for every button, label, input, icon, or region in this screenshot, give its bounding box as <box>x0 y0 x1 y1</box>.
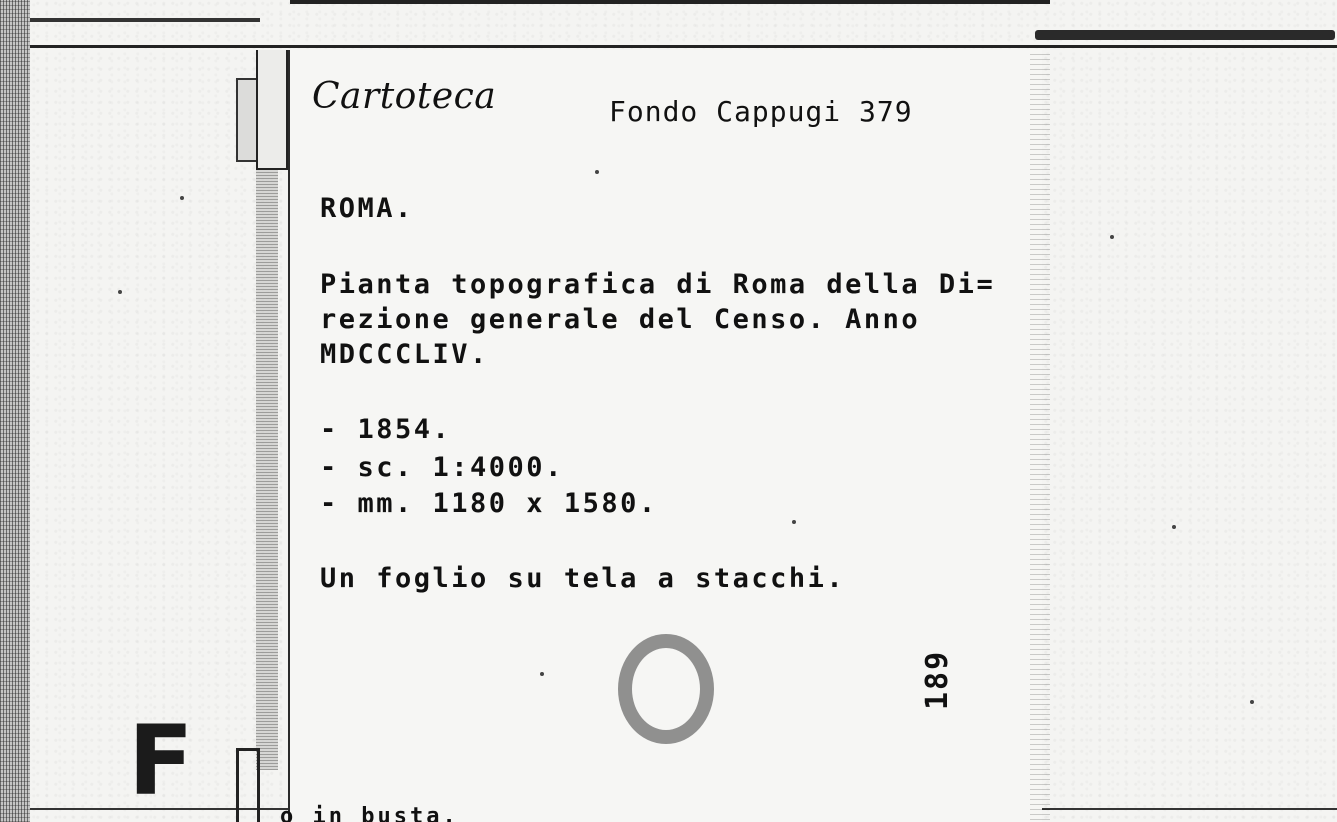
top-rule <box>30 45 1337 48</box>
title-line-2: rezione generale del Censo. Anno <box>320 304 921 335</box>
card-right-edge <box>1030 50 1050 820</box>
place-name: ROMA. <box>320 193 414 224</box>
speck <box>1110 235 1114 239</box>
detail-scale: - sc. 1:4000. <box>320 452 564 483</box>
fondo-reference: Fondo Cappugi 379 <box>609 95 913 128</box>
speck <box>540 672 544 676</box>
speck <box>792 520 796 524</box>
top-right-rule <box>1035 30 1335 40</box>
top-edge-line <box>290 0 1050 4</box>
top-left-rule <box>30 18 260 22</box>
bottom-bracket-mark <box>236 748 260 822</box>
speck <box>1172 525 1176 529</box>
title-line-3: MDCCCLIV. <box>320 339 489 370</box>
speck <box>118 290 122 294</box>
vertical-number: 189 <box>920 649 955 710</box>
detail-date: - 1854. <box>320 414 452 445</box>
stamped-o-mark <box>618 634 714 744</box>
speck <box>595 170 599 174</box>
speck <box>1250 700 1254 704</box>
collection-title: Cartoteca <box>312 76 497 117</box>
card-spine <box>256 170 278 770</box>
card-tab <box>256 50 288 170</box>
handwritten-letter: F <box>128 705 194 817</box>
detail-dimensions: - mm. 1180 x 1580. <box>320 488 658 519</box>
left-scan-edge <box>0 0 30 822</box>
bottom-text-fragment: o in busta. <box>280 804 459 822</box>
title-line-1: Pianta topografica di Roma della Di= <box>320 269 996 300</box>
speck <box>180 196 184 200</box>
physical-note: Un foglio su tela a stacchi. <box>320 563 846 594</box>
